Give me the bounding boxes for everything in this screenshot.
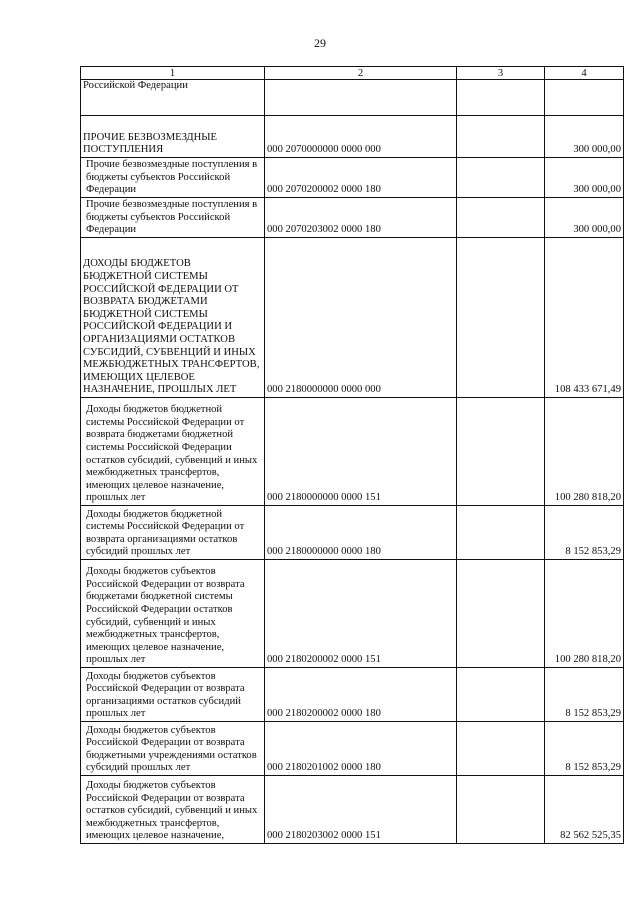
table-row <box>81 238 624 398</box>
row-name: Прочие безвозмездные поступления в бюджеты субъектов Российской Федерации <box>81 158 265 198</box>
row-name: ДОХОДЫ БЮДЖЕТОВ БЮДЖЕТНОЙ СИСТЕМЫ РОССИЙСКОЙ ФЕДЕРАЦИИ ОТ ВОЗВРАТА БЮДЖЕТАМИ БЮДЖЕТНОЙ СИСТЕМЫ РОССИЙСКОЙ ФЕДЕРАЦИИ И ОРГАНИЗАЦИЯМИ ОСТАТКОВ СУБСИДИЙ, СУБВЕНЦИЙ И ИНЫХ МЕЖБЮДЖЕТНЫХ ТРАНСФЕРТОВ, ИМЕЮЩИХ ЦЕЛЕВОЕ НАЗНАЧЕНИЕ, ПРОШЛЫХ ЛЕТ <box>81 238 265 398</box>
row-col3 <box>457 116 545 158</box>
row-col3 <box>457 398 545 506</box>
table-row <box>81 398 624 506</box>
row-amount <box>545 80 624 116</box>
header-col-2: 2 <box>265 67 457 80</box>
header-col-3: 3 <box>457 67 545 80</box>
row-name: Доходы бюджетов субъектов Российской Федерации от возврата остатков субсидий, субвенций и иных межбюджетных трансфертов, имеющих целевое назначение, <box>81 776 265 844</box>
row-amount: 300 000,00 <box>545 198 624 238</box>
row-name: ПРОЧИЕ БЕЗВОЗМЕЗДНЫЕ ПОСТУПЛЕНИЯ <box>81 116 265 158</box>
row-name: Доходы бюджетов бюджетной системы Российской Федерации от возврата организациями остатков субсидий прошлых лет <box>81 506 265 560</box>
row-name: Доходы бюджетов субъектов Российской Федерации от возврата организациями остатков субсидий прошлых лет <box>81 668 265 722</box>
table-row <box>81 560 624 668</box>
row-col3 <box>457 506 545 560</box>
row-name: Прочие безвозмездные поступления в бюджеты субъектов Российской Федерации <box>81 198 265 238</box>
row-col3 <box>457 722 545 776</box>
page-number: 29 <box>314 36 326 50</box>
row-amount: 300 000,00 <box>545 158 624 198</box>
table-row <box>81 722 624 776</box>
row-code <box>265 80 457 116</box>
row-amount: 8 152 853,29 <box>545 668 624 722</box>
row-amount: 108 433 671,49 <box>545 238 624 398</box>
row-code: 000 2180000000 0000 151 <box>265 398 457 506</box>
row-name: Российской Федерации <box>81 80 265 116</box>
row-code: 000 2180203002 0000 151 <box>265 776 457 844</box>
table-row <box>81 506 624 560</box>
table-row <box>81 776 624 844</box>
row-name: Доходы бюджетов субъектов Российской Федерации от возврата бюджетами бюджетной системы Российской Федерации остатков субсидий, субвенций и иных межбюджетных трансфертов, имеющих целевое назначение, прошлых лет <box>81 560 265 668</box>
row-col3 <box>457 238 545 398</box>
row-code: 000 2070000000 0000 000 <box>265 116 457 158</box>
row-code: 000 2180200002 0000 180 <box>265 668 457 722</box>
header-col-4: 4 <box>545 67 624 80</box>
row-code: 000 2180200002 0000 151 <box>265 560 457 668</box>
header-row <box>81 67 624 80</box>
row-col3 <box>457 668 545 722</box>
row-name: Доходы бюджетов бюджетной системы Российской Федерации от возврата бюджетами бюджетной системы Российской Федерации остатков субсидий, субвенций и иных межбюджетных трансфертов, имеющих целевое назначение, прошлых лет <box>81 398 265 506</box>
row-col3 <box>457 80 545 116</box>
row-name: Доходы бюджетов субъектов Российской Федерации от возврата бюджетными учреждениями остатков субсидий прошлых лет <box>81 722 265 776</box>
row-amount: 100 280 818,20 <box>545 398 624 506</box>
row-col3 <box>457 158 545 198</box>
row-amount: 82 562 525,35 <box>545 776 624 844</box>
table-row <box>81 158 624 198</box>
table-row <box>81 80 624 116</box>
row-code: 000 2070203002 0000 180 <box>265 198 457 238</box>
row-code: 000 2180000000 0000 180 <box>265 506 457 560</box>
row-code: 000 2180201002 0000 180 <box>265 722 457 776</box>
table-row <box>81 668 624 722</box>
row-code: 000 2180000000 0000 000 <box>265 238 457 398</box>
table-row <box>81 116 624 158</box>
budget-revenue-table <box>80 66 624 844</box>
table-body <box>81 80 624 844</box>
row-amount: 100 280 818,20 <box>545 560 624 668</box>
table-row <box>81 198 624 238</box>
row-amount: 8 152 853,29 <box>545 722 624 776</box>
row-code: 000 2070200002 0000 180 <box>265 158 457 198</box>
row-col3 <box>457 560 545 668</box>
row-col3 <box>457 776 545 844</box>
row-amount: 300 000,00 <box>545 116 624 158</box>
row-col3 <box>457 198 545 238</box>
row-amount: 8 152 853,29 <box>545 506 624 560</box>
header-col-1: 1 <box>81 67 265 80</box>
